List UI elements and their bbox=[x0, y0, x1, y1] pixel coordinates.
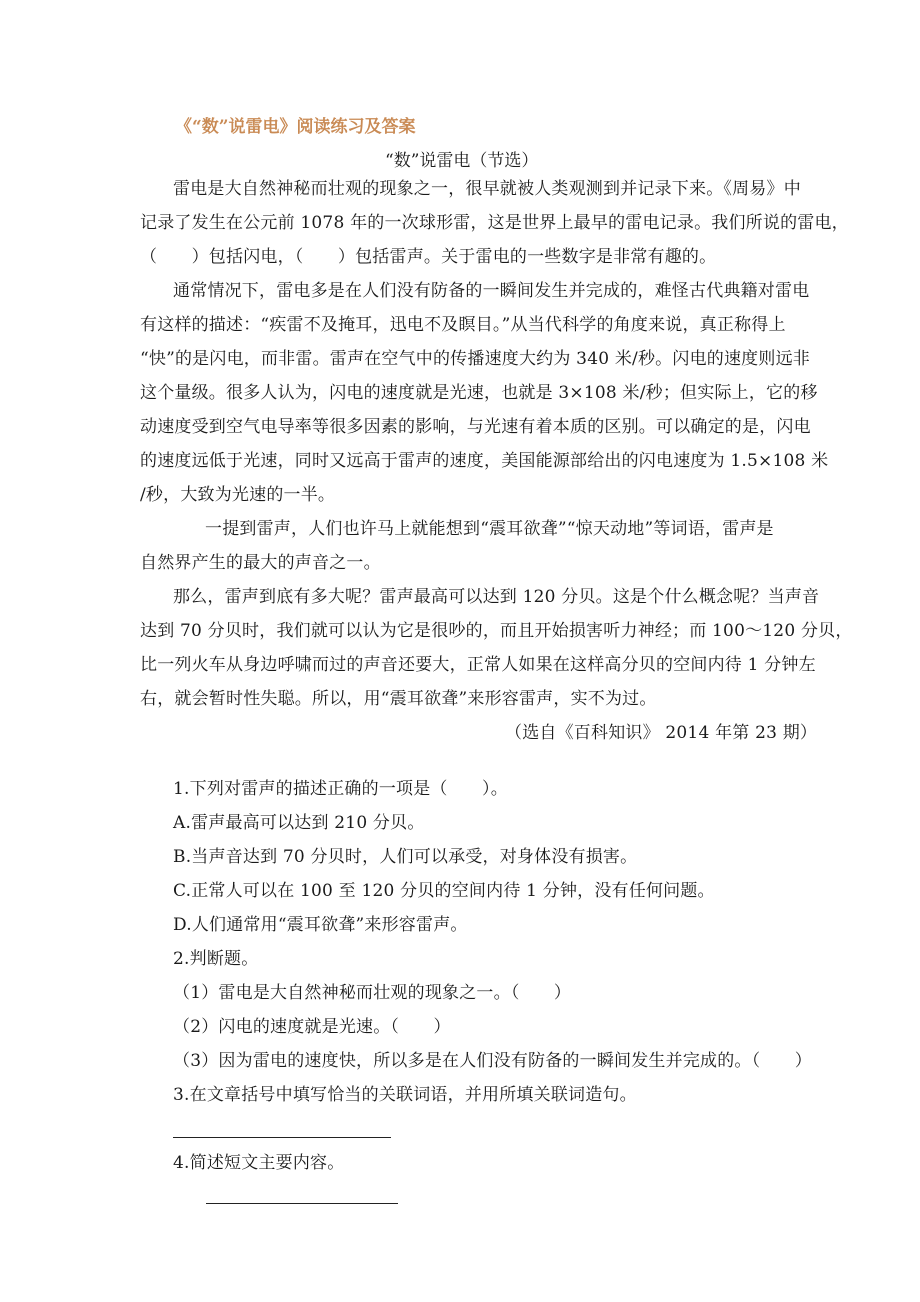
p2-line: 这个量级。很多人认为，闪电的速度就是光速，也就是 3×108 米/秒；但实际上，它的移 bbox=[140, 383, 818, 403]
p2-line: “快”的是闪电，而非雷。雷声在空气中的传播速度大约为 340 米/秒。闪电的速度则远非 bbox=[140, 349, 810, 369]
p4-line: 那么，雷声到底有多大呢？雷声最高可以达到 120 分贝。这是个什么概念呢？当声音 bbox=[173, 587, 820, 607]
option-b: B.当声音达到 70 分贝时，人们可以承受，对身体没有损害。 bbox=[173, 847, 638, 867]
p1-line: 雷电是大自然神秘而壮观的现象之一，很早就被人类观测到并记录下来。《周易》中 bbox=[173, 179, 801, 199]
judgment-1: （1）雷电是大自然神秘而壮观的现象之一。（ ） bbox=[173, 983, 572, 1003]
answer-blank-line bbox=[173, 1137, 391, 1138]
p1-line: 记录了发生在公元前 1078 年的一次球形雷，这是世界上最早的雷电记录。我们所说的雷电， bbox=[140, 213, 849, 233]
source-citation: （选自《百科知识》 2014 年第 23 期） bbox=[505, 723, 818, 743]
p3-line: 自然界产生的最大的声音之一。 bbox=[140, 553, 381, 573]
p2-line: 动速度受到空气电导率等很多因素的影响，与光速有着本质的区别。可以确定的是，闪电 bbox=[140, 417, 811, 437]
p4-line: 右，就会暂时性失聪。所以，用“震耳欲聋”来形容雷声，实不为过。 bbox=[140, 689, 657, 709]
option-a: A.雷声最高可以达到 210 分贝。 bbox=[173, 813, 425, 833]
doc-title: 《“数”说雷电》阅读练习及答案 bbox=[175, 117, 416, 137]
judgment-2: （2）闪电的速度就是光速。（ ） bbox=[173, 1017, 451, 1037]
p4-line: 达到 70 分贝时，我们就可以认为它是很吵的，而且开始损害听力神经；而 100～120 分贝， bbox=[140, 621, 853, 641]
question-4: 4.简述短文主要内容。 bbox=[173, 1153, 345, 1173]
option-c: C.正常人可以在 100 至 120 分贝的空间内待 1 分钟，没有任何问题。 bbox=[173, 881, 715, 901]
doc-subtitle: “数”说雷电（节选） bbox=[385, 151, 539, 171]
p4-line: 比一列火车从身边呼啸而过的声音还要大，正常人如果在这样高分贝的空间内待 1 分钟左 bbox=[140, 655, 816, 675]
answer-blank-line bbox=[206, 1203, 398, 1204]
p3-line: 一提到雷声，人们也许马上就能想到“震耳欲聋”“惊天动地”等词语，雷声是 bbox=[205, 519, 774, 539]
p2-line: 通常情况下，雷电多是在人们没有防备的一瞬间发生并完成的，难怪古代典籍对雷电 bbox=[173, 281, 810, 301]
p2-line: 的速度远低于光速，同时又远高于雷声的速度，美国能源部给出的闪电速度为 1.5×108 米 bbox=[140, 451, 829, 471]
p2-line: /秒，大致为光速的一半。 bbox=[140, 485, 336, 505]
question-3: 3.在文章括号中填写恰当的关联词语，并用所填关联词造句。 bbox=[173, 1085, 637, 1105]
p2-line: 有这样的描述：“疾雷不及掩耳，迅电不及瞑目。”从当代科学的角度来说，真正称得上 bbox=[140, 315, 786, 335]
question-2: 2.判断题。 bbox=[173, 949, 259, 969]
option-d: D.人们通常用“震耳欲聋”来形容雷声。 bbox=[173, 915, 468, 935]
question-1: 1.下列对雷声的描述正确的一项是（ ）。 bbox=[173, 779, 508, 799]
p1-line: （ ）包括闪电，（ ）包括雷声。关于雷电的一些数字是非常有趣的。 bbox=[140, 247, 717, 267]
judgment-3: （3）因为雷电的速度快，所以多是在人们没有防备的一瞬间发生并完成的。（ ） bbox=[173, 1051, 812, 1071]
